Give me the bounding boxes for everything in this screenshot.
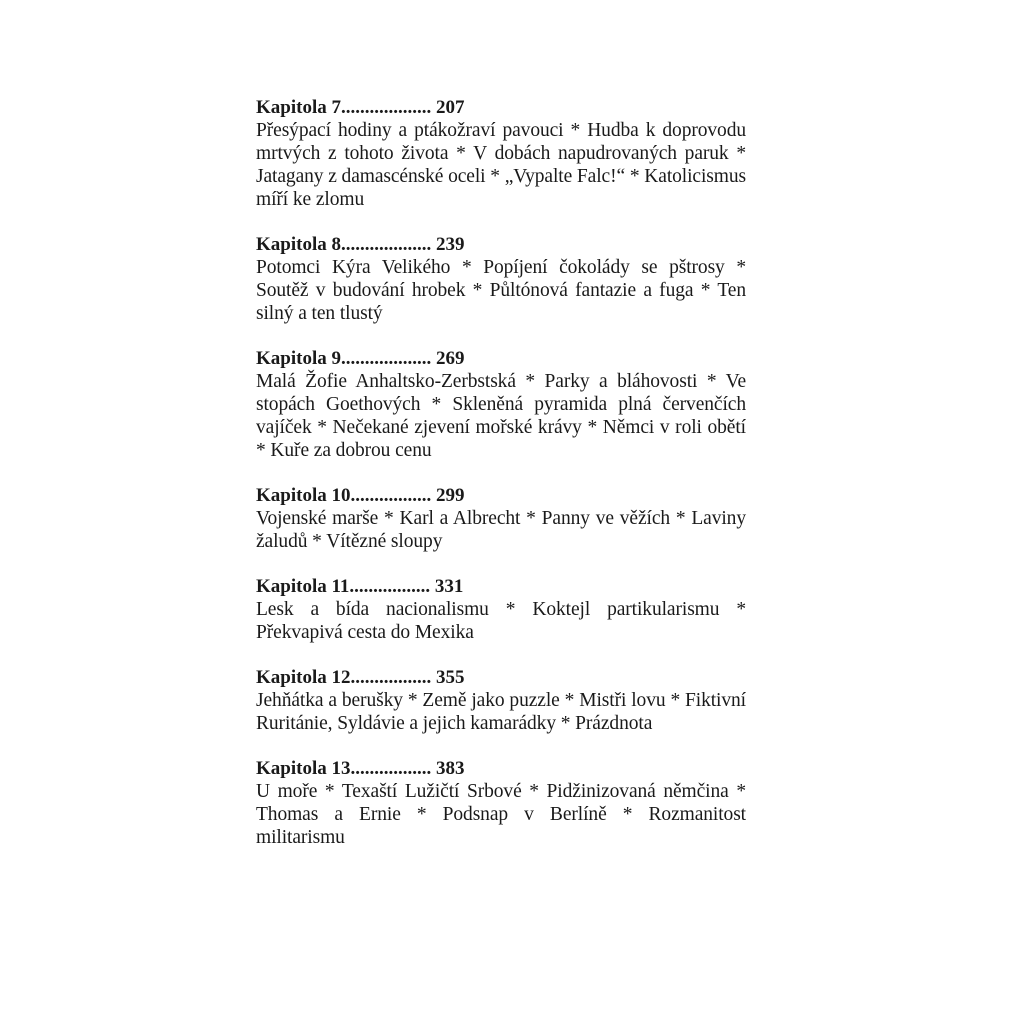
chapter-entry-10 <box>256 484 746 553</box>
chapter-description: Malá Žofie Anhaltsko-Zerbstská * Parky a bláhovosti * Ve stopách Goethových * Skleněná pyramida plná červenčích vajíček * Nečekané zjevení mořské krávy * Němci v roli obětí * Kuře za dobrou cenu <box>256 371 746 461</box>
chapter-description: Potomci Kýra Velikého * Popíjení čokolády se pštrosy * Soutěž v budování hrobek * Půltónová fantazie a fuga * Ten silný a ten tlustý <box>256 257 746 324</box>
chapter-description: U moře * Texaští Lužičtí Srbové * Pidžinizovaná němčina * Thomas a Ernie * Podsnap v Berlíně * Rozmanitost militarismu <box>256 781 746 848</box>
chapter-entry-9 <box>256 347 746 462</box>
chapter-heading: Kapitola 13................. 383 <box>256 758 465 779</box>
chapter-description: Přesýpací hodiny a ptákožraví pavouci * Hudba k doprovodu mrtvých z tohoto života * V dobách napudrovaných paruk * Jatagany z damascénské oceli * „Vypalte Falc!“ * Katolicismus míří ke zlomu <box>256 120 746 210</box>
table-of-contents <box>256 96 746 871</box>
chapter-entry-8 <box>256 233 746 325</box>
chapter-heading: Kapitola 10................. 299 <box>256 485 465 506</box>
chapter-heading: Kapitola 11................. 331 <box>256 576 464 597</box>
chapter-heading: Kapitola 7................... 207 <box>256 97 465 118</box>
chapter-entry-12 <box>256 666 746 735</box>
chapter-description: Vojenské marše * Karl a Albrecht * Panny ve věžích * Laviny žaludů * Vítězné sloupy <box>256 508 746 552</box>
chapter-description: Jehňátka a berušky * Země jako puzzle * Mistři lovu * Fiktivní Ruritánie, Syldávie a jejich kamarádky * Prázdnota <box>256 690 746 734</box>
chapter-entry-11 <box>256 575 746 644</box>
chapter-heading: Kapitola 12................. 355 <box>256 667 465 688</box>
chapter-entry-7 <box>256 96 746 211</box>
chapter-entry-13 <box>256 757 746 849</box>
chapter-description: Lesk a bída nacionalismu * Koktejl partikularismu * Překvapivá cesta do Mexika <box>256 599 746 643</box>
chapter-heading: Kapitola 8................... 239 <box>256 234 465 255</box>
chapter-heading: Kapitola 9................... 269 <box>256 348 465 369</box>
